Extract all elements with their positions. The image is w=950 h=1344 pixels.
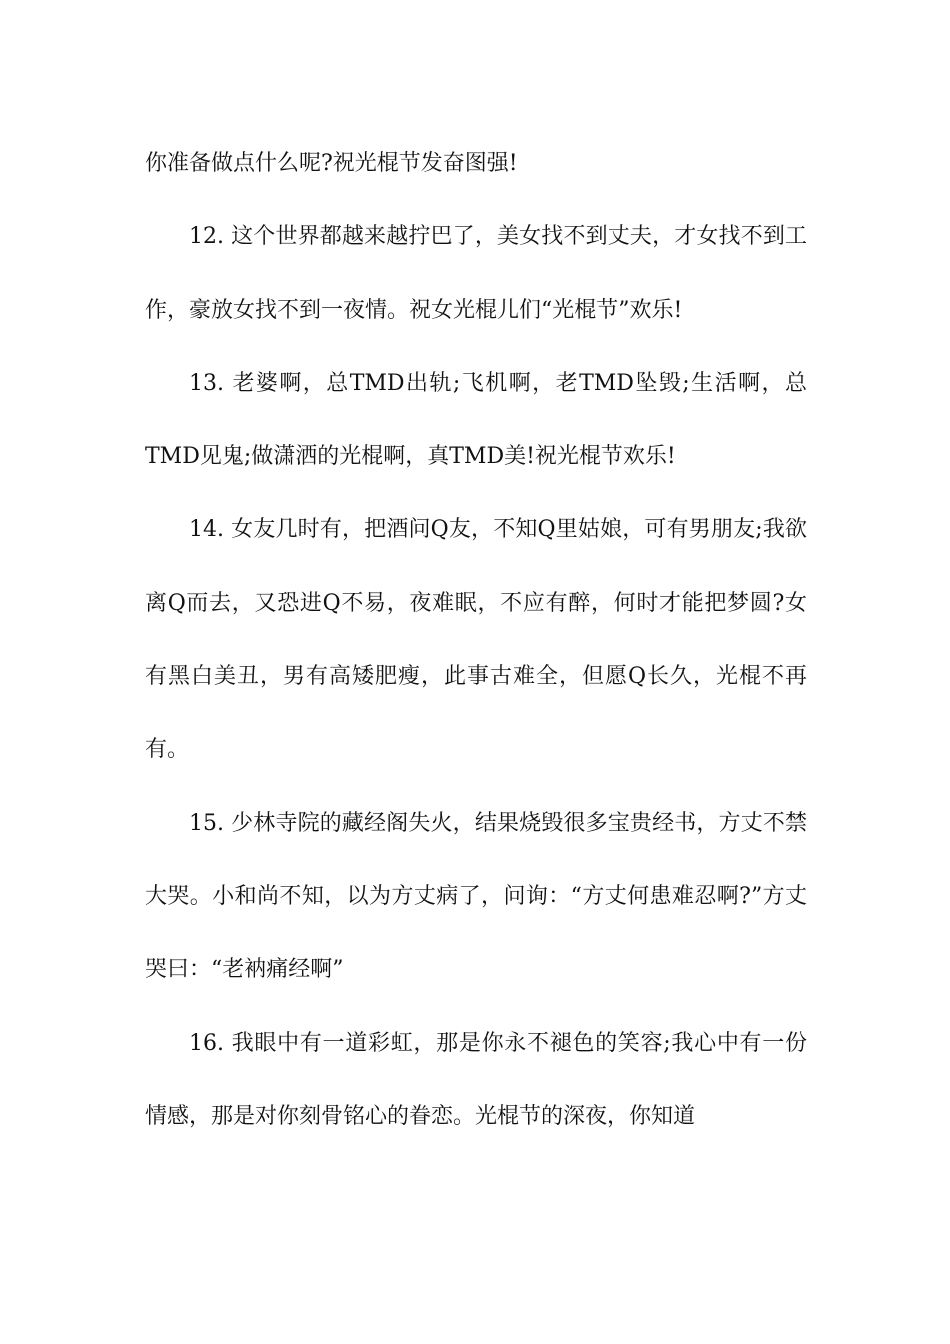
document-body [145,127,807,1153]
paragraph: 15. 少林寺院的藏经阁失火，结果烧毁很多宝贵经书，方丈不禁大哭。小和尚不知，以为方丈病了，问询：“方丈何患难忍啊?”方丈哭曰：“老衲痛经啊” [145,810,807,983]
paragraph: 13. 老婆啊，总TMD出轨;飞机啊，老TMD坠毁;生活啊，总TMD见鬼;做潇洒的光棍啊，真TMD美!祝光棍节欢乐! [145,370,807,470]
paragraph: 12. 这个世界都越来越拧巴了，美女找不到丈夫，才女找不到工作，豪放女找不到一夜情。祝女光棍儿们“光棍节”欢乐! [145,224,807,323]
paragraph: 14. 女友几时有，把酒问Q友，不知Q里姑娘，可有男朋友;我欲离Q而去，又恐进Q不易，夜难眠，不应有醉，何时才能把梦圆?女有黑白美丑，男有高矮肥瘦，此事古难全，但愿Q长久，光棍不再有。 [145,517,807,763]
paragraph: 你准备做点什么呢?祝光棍节发奋图强! [145,151,518,176]
paragraph: 16. 我眼中有一道彩虹，那是你永不褪色的笑容;我心中有一份情感，那是对你刻骨铭心的眷恋。光棍节的深夜，你知道 [145,1030,807,1129]
